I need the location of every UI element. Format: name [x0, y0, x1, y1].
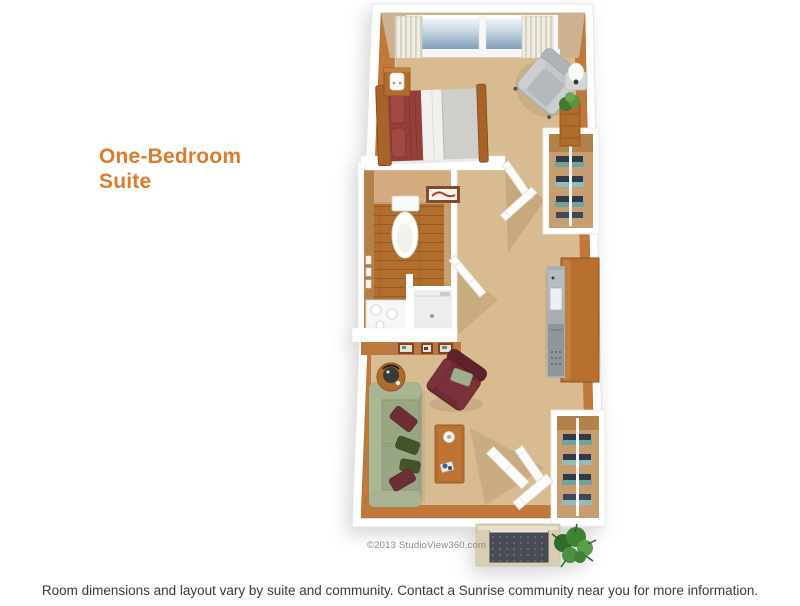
- copyright-credit: ©2013 StudioView360.com: [367, 540, 487, 551]
- page-title-line2: Suite: [99, 170, 152, 193]
- entry: [476, 524, 596, 567]
- bathroom: [358, 162, 460, 340]
- nightstand-lamp: [390, 73, 404, 90]
- nightstand: [384, 68, 410, 96]
- bathroom-living-wall: [352, 328, 457, 342]
- welcome-mat: [490, 530, 548, 562]
- vanity: [366, 300, 408, 332]
- kitchenette: [547, 258, 599, 382]
- page-title-line1: One-Bedroom: [99, 145, 242, 168]
- towel-rack: [366, 256, 371, 288]
- picture-frames: [398, 343, 453, 354]
- black-lamp: [383, 366, 399, 383]
- toilet: [392, 196, 419, 258]
- disclaimer-caption: Room dimensions and layout vary by suite and community. Contact a Sunrise community near you for more information.: [41, 583, 759, 598]
- round-end-table: [377, 363, 405, 391]
- sofa: [369, 383, 425, 507]
- shower: [412, 288, 454, 334]
- dresser-with-plant: [559, 92, 580, 146]
- wall-art: [426, 186, 460, 203]
- coffee-table: [435, 425, 464, 483]
- appliances: [547, 266, 565, 378]
